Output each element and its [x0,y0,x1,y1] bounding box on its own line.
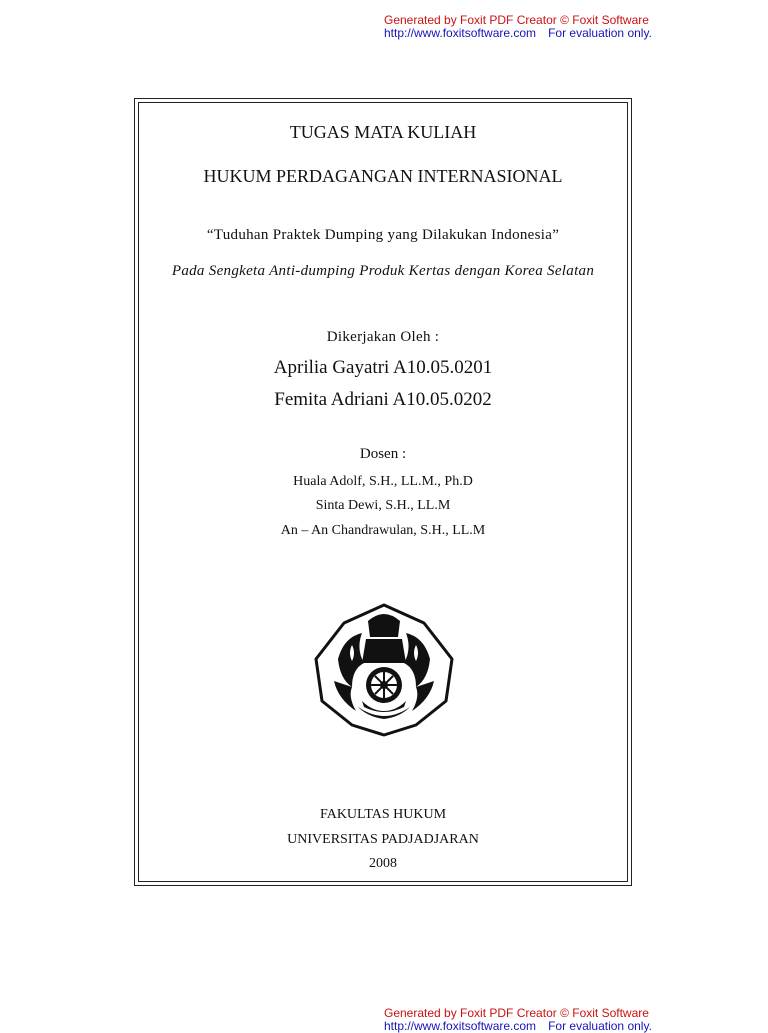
cover-frame-inner [138,102,628,882]
title-line2: HUKUM PERDAGANGAN INTERNASIONAL [203,166,563,186]
watermark-line1: Generated by Foxit PDF Creator © Foxit Software [384,1006,649,1020]
watermark-line2 [384,1020,652,1033]
watermark-url[interactable]: http://www.foxitsoftware.com [384,26,537,40]
cover-frame [134,98,632,886]
watermark-top [384,14,652,40]
author-1: Aprilia Gayatri A10.05.0201 [273,357,493,378]
lecturer-3: An – An Chandrawulan, S.H., LL.M [280,523,486,538]
watermark-url[interactable]: http://www.foxitsoftware.com [384,1019,537,1033]
year: 2008 [369,856,397,871]
lecturer-1: Huala Adolf, S.H., LL.M., Ph.D [293,474,473,489]
watermark-line2 [384,27,652,40]
faculty-name: FAKULTAS HUKUM [319,807,447,822]
paper-quote-title: “Tuduhan Praktek Dumping yang Dilakukan Indonesia” [206,227,560,243]
paper-subtitle: Pada Sengketa Anti-dumping Produk Kertas dengan Korea Selatan [171,263,595,279]
title-line1: TUGAS MATA KULIAH [289,122,477,142]
watermark-bottom [384,1007,652,1033]
university-logo [312,603,456,737]
by-label: Dikerjakan Oleh : [326,329,440,345]
watermark-eval: For evaluation only. [548,26,652,40]
lecturer-label: Dosen : [359,446,407,462]
watermark-line1: Generated by Foxit PDF Creator © Foxit Software [384,13,649,27]
author-2: Femita Adriani A10.05.0202 [274,389,492,410]
lecturer-2: Sinta Dewi, S.H., LL.M [315,498,451,513]
watermark-eval: For evaluation only. [548,1019,652,1033]
university-name: UNIVERSITAS PADJADJARAN [287,832,479,847]
